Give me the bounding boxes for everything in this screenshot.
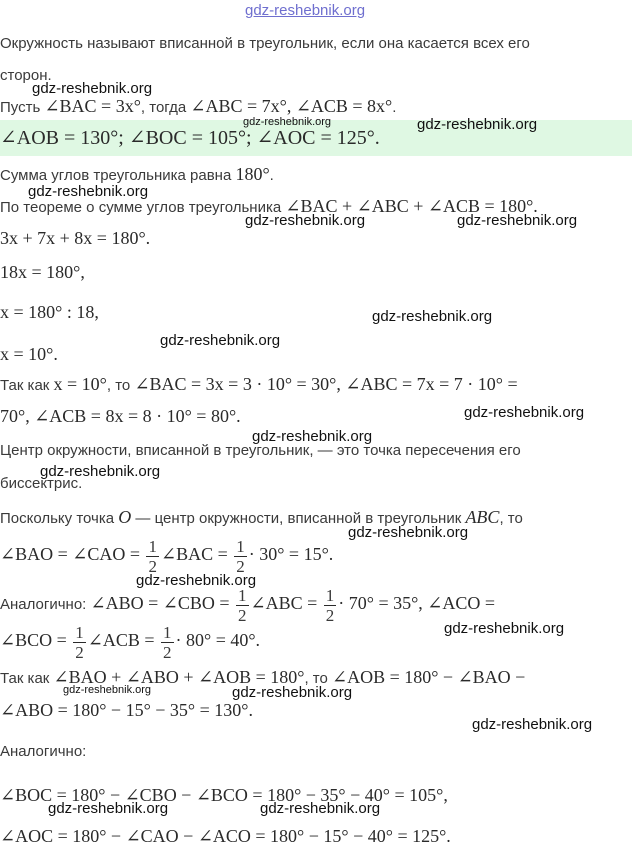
half-fraction: $\frac{1}{2}$ (238, 585, 247, 625)
watermark: gdz-reshebnik.org (136, 572, 257, 589)
since-line-2 (0, 406, 241, 428)
answer-line (0, 128, 380, 150)
watermark: gdz-reshebnik.org (252, 428, 373, 445)
sum-end: . (269, 167, 274, 184)
watermark: gdz-reshebnik.org (160, 332, 281, 349)
equation-1 (0, 228, 150, 250)
watermark: gdz-reshebnik.org (417, 116, 538, 133)
let-mid: , тогда (140, 99, 191, 116)
watermark: gdz-reshebnik.org (472, 716, 593, 733)
since-prefix: Так как (0, 377, 54, 394)
definition-line-2: сторон. (0, 67, 52, 84)
since2-math-2: ∠AOB = 180° − ∠BAO − (332, 667, 526, 687)
watermark: gdz-reshebnik.org (32, 80, 153, 97)
bco-line (0, 620, 260, 662)
since2-math-1: ∠BAO + ∠ABO + ∠AOB = 180° (53, 667, 305, 687)
equation-2-math: 18x = 180°, (0, 262, 85, 282)
since2-line-2 (0, 700, 253, 722)
since2-math-3: ∠ABO = 180° − 15° − 35° = 130°. (0, 700, 253, 720)
watermark: gdz-reshebnik.org (63, 684, 152, 696)
equation-2 (0, 262, 85, 284)
header-watermark-link[interactable]: gdz-reshebnik.org (245, 2, 366, 19)
since2-prefix: Так как (0, 670, 54, 687)
equation-3-math: x = 180° : 18, (0, 302, 99, 322)
watermark: gdz-reshebnik.org (444, 620, 565, 637)
since2-mid: , то (304, 670, 332, 687)
watermark: gdz-reshebnik.org (28, 183, 149, 200)
watermark: gdz-reshebnik.org (260, 800, 381, 817)
analog2-line: Аналогично: (0, 743, 87, 760)
sum-prefix: Сумма углов треугольника равна (0, 167, 236, 184)
equation-1-math: 3x + 7x + 8x = 180°. (0, 228, 151, 248)
let-math-2: ∠ABC = 7x°, ∠ACB = 8x° (190, 96, 393, 116)
bco-math-1: ∠BCO = (0, 630, 72, 650)
half-fraction: $\frac{1}{2}$ (325, 585, 335, 625)
bao-math-3: · 30° = 15°. (248, 544, 334, 564)
bco-math-3: · 80° = 40°. (175, 630, 261, 650)
aoc-line (0, 826, 451, 848)
since-line-1 (0, 374, 518, 396)
bao-math-2: ∠BAC = (160, 544, 233, 564)
let-line (0, 96, 396, 118)
bao-line (0, 534, 333, 576)
watermark: gdz-reshebnik.org (457, 212, 578, 229)
half-fraction: $\frac{1}{2}$ (148, 536, 157, 576)
analog-prefix: Аналогично: (0, 596, 91, 613)
answer-math: ∠AOB = 130°; ∠BOC = 105°; ∠AOC = 125°. (0, 127, 380, 149)
equation-3 (0, 302, 99, 324)
watermark: gdz-reshebnik.org (372, 308, 493, 325)
half-fraction: $\frac{1}{2}$ (236, 536, 245, 576)
let-prefix: Пусть (0, 99, 45, 116)
point-prefix: Поскольку точка (0, 510, 119, 527)
let-end: . (392, 99, 397, 116)
since-math-3: 70°, ∠ACB = 8x = 8 · 10° = 80°. (0, 406, 241, 426)
definition-line-1: Окружность называют вписанной в треугольник, если она касается всех его (0, 35, 530, 52)
since-mid: , то (106, 377, 135, 394)
abo-math-1: ∠ABO = ∠CBO = (90, 593, 235, 613)
aoc-math: ∠AOC = 180° − ∠CAO − ∠ACO = 180° − 15° − 40° = 125°. (0, 826, 451, 846)
sum-math: 180° (235, 164, 270, 184)
watermark: gdz-reshebnik.org (40, 463, 161, 480)
equation-4-math: x = 10°. (0, 344, 58, 364)
point-math-o: O (118, 507, 132, 527)
center-line-1: Центр окружности, вписанной в треугольник, — это точка пересечения его (0, 442, 521, 459)
bco-math-2: ∠ACB = (87, 630, 159, 650)
center-line-2: биссектрис. (0, 475, 83, 492)
watermark: gdz-reshebnik.org (245, 212, 366, 229)
half-fraction: $\frac{1}{2}$ (163, 622, 172, 662)
point-end: , то (499, 510, 523, 527)
watermark: gdz-reshebnik.org (348, 524, 469, 541)
since-math-1: x = 10° (53, 374, 107, 394)
watermark: gdz-reshebnik.org (464, 404, 585, 421)
half-fraction: $\frac{1}{2}$ (75, 622, 84, 662)
boc-math: ∠BOC = 180° − ∠CBO − ∠BCO = 180° − 35° − 40° = 105°, (0, 785, 448, 805)
theorem-prefix: По теореме о сумме углов треугольника (0, 199, 286, 216)
watermark: gdz-reshebnik.org (243, 116, 332, 128)
watermark: gdz-reshebnik.org (232, 684, 353, 701)
abo-math-3: · 70° = 35°, ∠ACO = (338, 593, 496, 613)
abo-math-2: ∠ABC = (250, 593, 322, 613)
bao-math-1: ∠BAO = ∠CAO = (0, 544, 145, 564)
watermark: gdz-reshebnik.org (48, 800, 169, 817)
abo-line (0, 583, 495, 625)
point-math-abc: ABC (465, 507, 500, 527)
point-mid: — центр окружности, вписанной в треугольник (131, 510, 466, 527)
since-math-2: ∠BAC = 3x = 3 · 10° = 30°, ∠ABC = 7x = 7 · 10° = (134, 374, 518, 394)
let-math-1: ∠BAC = 3x° (44, 96, 141, 116)
theorem-math: ∠BAC + ∠ABC + ∠ACB = 180°. (285, 196, 538, 216)
equation-4 (0, 344, 58, 366)
